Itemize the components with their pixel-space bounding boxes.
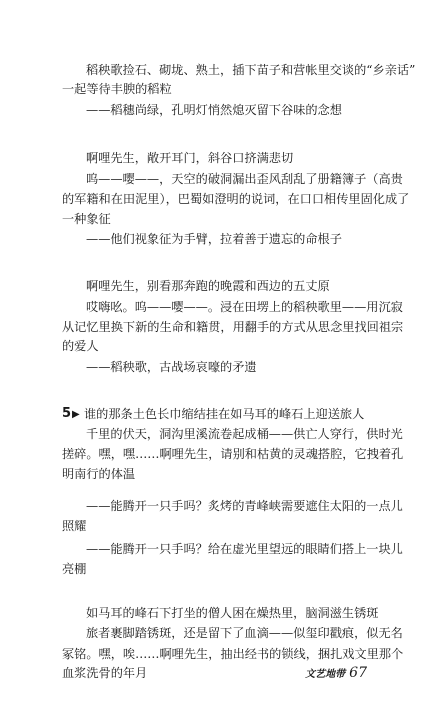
paragraph-line: ——能腾开一只手吗？给在虚光里望远的眼睛们搭上一块儿 (86, 542, 403, 556)
paragraph-line: ——能腾开一只手吗？炙烤的青峰峡需要遮住太阳的一点儿 (86, 499, 403, 513)
paragraph-line: 冢铭。嘿，唉……啊哩先生，抽出经书的锁线，捆扎戏文里那个 (62, 647, 404, 661)
paragraph-line: 一种象征 (62, 212, 111, 226)
paragraph-line: 的爱人 (62, 339, 99, 353)
paragraph-line: ——稻秧歌，古战场哀嚎的矛遗 (86, 360, 257, 374)
paragraph-line: 呜——嘤——，天空的破洞漏出歪风刮乱了册籍簿子（高贵 (86, 172, 403, 186)
paragraph-line: 血浆洗骨的年月 (62, 666, 148, 680)
paragraph-line: 哎嗨吆。呜——嘤——。浸在田塄上的稻秧歌里——用沉寂 (86, 300, 403, 314)
paragraph-line: ——他们视象征为手臂，拉着善于遗忘的命根子 (86, 232, 342, 246)
paragraph-line: 啊哩先生，别看那奔跑的晚霞和西边的五丈原 (86, 279, 330, 293)
footer-section-title: 文艺地带 (305, 669, 346, 680)
paragraph-line: 一起等待丰腴的稻粒 (62, 82, 172, 96)
paragraph-line: 稻秧歌捡石、砌垅、熟土，插下苗子和营帐里交谈的“乡亲话” (86, 63, 416, 77)
paragraph-line: 旅者裹脚踏锈斑，还是留下了血滴——似玺印戳痕，似无名 (86, 626, 403, 640)
paragraph-line: ——稻穗尚绿，孔明灯悄然熄灭留下谷味的念想 (86, 103, 342, 117)
paragraph-line: 明南行的体温 (62, 467, 136, 481)
paragraph-line: 千里的伏天，洞沟里溪流卷起成桶——供亡人穿行，供时光 (86, 427, 403, 441)
paragraph-line: 的军籍和在田泥里），巴蜀如澄明的说词，在口口相传里固化成了 (62, 192, 410, 206)
page-footer (305, 663, 367, 684)
paragraph-line: 搓碎。嘿，嘿……啊哩先生，请别和枯黄的灵魂搭腔，它拽着孔 (62, 447, 404, 461)
section-number: 5 (62, 406, 72, 421)
paragraph-line: 亮棚 (62, 562, 87, 576)
page-number: 67 (349, 665, 367, 681)
paragraph-line: 从记忆里换下新的生命和籍贯，用翻手的方式从思念里找回祖宗 (62, 320, 404, 334)
paragraph-line: 照耀 (62, 519, 87, 533)
paragraph-line: 如马耳的峰石下打坐的僧人困在燥热里，脑洞滋生锈斑 (86, 606, 379, 620)
paragraph-line: 啊哩先生，敞开耳门，斜谷口挤满悲切 (86, 151, 294, 165)
triangle-arrow-icon: ▶ (72, 409, 80, 420)
section-heading-line: 谁的那条土色长巾缩结挂在如马耳的峰石上迎送旅人 (84, 407, 365, 421)
section-marker (62, 405, 80, 424)
